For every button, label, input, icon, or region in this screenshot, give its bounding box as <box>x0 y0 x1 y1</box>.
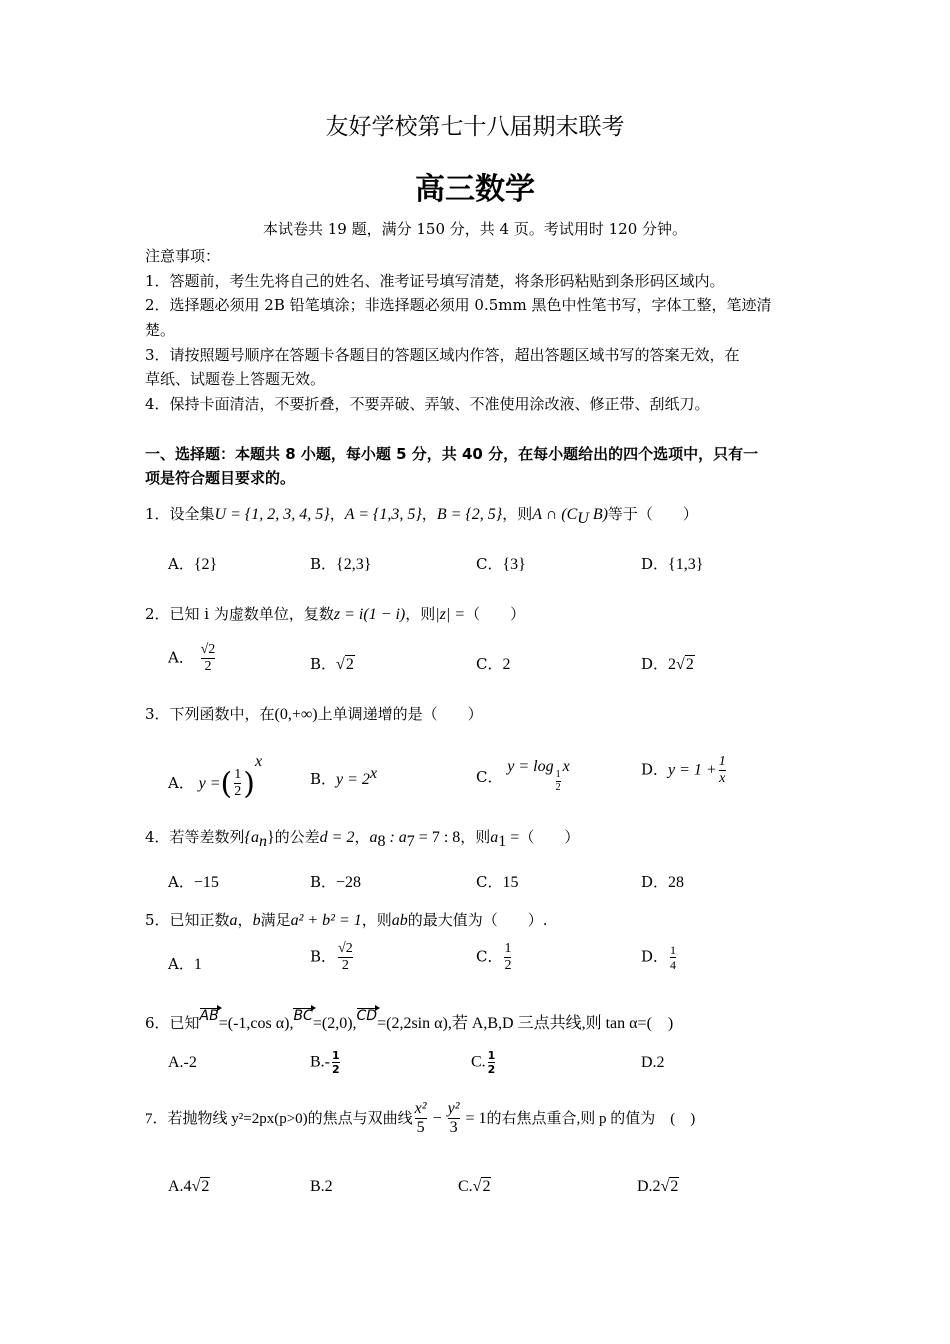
denominator: 5 <box>416 1118 425 1136</box>
q4-tail: （ ） <box>519 828 580 846</box>
q4-ratio: = 7 : 8 <box>414 829 461 846</box>
q4-option-a[interactable] <box>168 871 219 892</box>
q5-tail: 的最大值为（ ）. <box>407 911 548 929</box>
fraction <box>338 942 353 973</box>
q6-expr: =(2,2sin α),若 A,B,D 三点共线,则 tan α=( ) <box>377 1015 674 1032</box>
left-paren: ( <box>220 766 233 802</box>
q4-seq: {a <box>244 829 259 846</box>
q6-expr: =(2,0), <box>312 1015 357 1032</box>
q1-option-c[interactable] <box>476 553 526 574</box>
q2-expr: z = i(1 − i) <box>333 606 406 623</box>
q4-option-b[interactable] <box>310 871 361 892</box>
vector-cd: CD <box>356 1008 378 1024</box>
denominator: 2 <box>504 957 512 973</box>
q2-tail: （ ） <box>465 605 526 623</box>
notice-item-1: 1．答题前，考生先将自己的姓名、准考证号填写清楚，将条形码粘贴到条形码区域内。 <box>145 272 725 290</box>
fraction <box>488 1050 496 1075</box>
option-label: A． <box>168 774 194 792</box>
option-label: C． <box>476 947 503 966</box>
option-label: A． <box>168 648 194 667</box>
notice-item-4: 4．保持卡面清洁，不要折叠，不要弄破、弄皱、不准使用涂改液、修正带、刮纸刀。 <box>145 395 710 413</box>
q1-text: ，则 <box>502 505 533 523</box>
radicand: 2 <box>670 1178 679 1195</box>
q5-ab: ab <box>391 912 408 929</box>
q7-option-a[interactable] <box>168 1177 210 1196</box>
option-value: D.2 <box>641 1054 665 1071</box>
q4-sub: 8 <box>377 833 386 850</box>
question-6 <box>145 1008 673 1033</box>
q4-text: ，则 <box>460 828 491 846</box>
log: y = log <box>507 758 554 775</box>
notice-item-2: 2．选择题必须用 2B 铅笔填涂；非选择题必须用 0.5mm 黑色中性笔书写，字体工整，笔迹清 <box>145 296 772 314</box>
q2-option-c[interactable] <box>476 653 510 674</box>
q5-text: ，则 <box>361 911 392 929</box>
option-value: −15 <box>193 874 219 891</box>
option-label: B.- <box>310 1053 330 1071</box>
q1-option-d[interactable] <box>641 553 703 574</box>
radicand: 2 <box>482 1178 491 1195</box>
numerator: 1 <box>504 941 512 956</box>
vector-ab: AB <box>199 1008 219 1024</box>
numerator: 1 <box>718 754 726 769</box>
q4-option-c[interactable] <box>476 871 518 892</box>
fraction <box>415 1101 427 1137</box>
q6-option-b[interactable] <box>310 1050 342 1075</box>
question-1 <box>145 503 698 528</box>
option-label: C． <box>476 768 503 786</box>
option-value: {3} <box>502 556 526 573</box>
q7-op: − <box>428 1109 446 1127</box>
q3-interval: (0,+∞) <box>274 706 318 723</box>
notice-item-2-cont: 楚。 <box>145 321 176 339</box>
numerator: 1 <box>234 767 242 783</box>
q4-d: d = 2 <box>319 829 355 846</box>
q6-option-a[interactable] <box>168 1053 197 1072</box>
sqrt: √2 <box>472 1178 491 1195</box>
q2-option-d[interactable] <box>641 653 695 674</box>
fraction <box>201 643 216 674</box>
radicand: 2 <box>345 656 354 673</box>
q4-ratio: a <box>369 829 378 846</box>
q1-sep: ， <box>329 505 345 523</box>
question-2 <box>145 603 525 624</box>
q6-expr: =(-1,cos α), <box>218 1015 294 1032</box>
q2-text: ，则 <box>405 605 436 623</box>
radicand: 2 <box>201 1178 210 1195</box>
sqrt: √2 <box>191 1178 210 1195</box>
q1-option-a[interactable] <box>168 553 217 574</box>
option-label: D． <box>641 655 669 673</box>
q1-tail: 等于（ ） <box>607 505 698 523</box>
q7-lead: 7．若抛物线 y²=2px(p>0)的焦点与双曲线 <box>145 1110 413 1127</box>
q1-set-a: A = {1,3, 5} <box>344 506 422 523</box>
numerator: x² <box>414 1100 427 1117</box>
q3-option-b[interactable] <box>310 765 377 789</box>
section-heading: 一、选择题：本题共 8 小题，每小题 5 分，共 40 分，在每小题给出的四个选项中，只有一 <box>145 445 759 463</box>
q6-lead: 6．已知 <box>145 1014 200 1032</box>
q1-expr: A ∩ (C <box>532 506 578 523</box>
q5-cond: a² + b² = 1 <box>290 912 362 929</box>
option-value: {2,3} <box>336 556 372 573</box>
numerator: 1 <box>332 1049 340 1062</box>
q2-option-a[interactable] <box>168 643 217 674</box>
option-label: A． <box>168 873 194 891</box>
vector-bc: BC <box>293 1008 313 1024</box>
q1-sub: U <box>577 510 589 527</box>
q3-option-c[interactable] <box>476 758 570 793</box>
sqrt: √2 <box>676 656 694 673</box>
numerator: √2 <box>200 642 216 657</box>
denominator: 2 <box>201 658 216 675</box>
option-label: C． <box>476 655 503 673</box>
q7-option-d[interactable] <box>637 1177 679 1196</box>
option-label: B． <box>310 655 337 673</box>
exponent: x <box>254 753 263 770</box>
lhs: y = <box>198 775 221 792</box>
q4-lead: 4．若等差数列 <box>145 828 245 846</box>
q1-lead: 1．设全集 <box>145 505 215 523</box>
denominator: 2 <box>487 1062 496 1076</box>
option-label: A． <box>168 955 194 973</box>
q4-ask: = <box>506 829 520 846</box>
fraction <box>670 944 676 971</box>
exponent: x <box>369 765 378 782</box>
q4-sub: 7 <box>406 833 415 850</box>
lhs: y = 2 <box>336 771 370 788</box>
question-5 <box>145 909 548 930</box>
notice-item-3-cont: 草纸、试题卷上答题无效。 <box>145 370 326 388</box>
denominator: 3 <box>449 1118 458 1136</box>
option-label: C. <box>458 1178 473 1195</box>
q4-sub: 1 <box>498 833 507 850</box>
option-label: D． <box>641 873 669 891</box>
option-label: C. <box>471 1053 486 1071</box>
option-label: A.4 <box>168 1178 192 1195</box>
q1-option-b[interactable] <box>310 553 371 574</box>
log-base <box>556 770 561 793</box>
q5-sep: ， <box>237 911 253 929</box>
fraction <box>332 1050 340 1075</box>
denominator: 4 <box>670 957 677 972</box>
option-label: B． <box>310 947 337 966</box>
option-label: B． <box>310 770 337 788</box>
fraction <box>234 768 241 799</box>
option-value: 28 <box>668 874 685 891</box>
q5-option-b[interactable] <box>310 942 355 973</box>
subject-title: 高三数学 <box>415 172 535 207</box>
option-label: A． <box>168 555 194 573</box>
option-label: B． <box>310 873 337 891</box>
q4-ratio: : a <box>385 829 407 846</box>
numerator: 1 <box>555 769 561 780</box>
denominator: 2 <box>338 957 353 974</box>
option-value: 2 <box>502 656 511 673</box>
option-value: 1 <box>193 956 202 973</box>
q5-var: a <box>229 912 238 929</box>
q1-set-u: U = {1, 2, 3, 4, 5} <box>214 506 330 523</box>
denominator: 2 <box>332 1062 340 1076</box>
exam-info: 本试卷共 19 题，满分 150 分，共 4 页。考试用时 120 分钟。 <box>262 220 688 238</box>
q5-var: b <box>252 912 261 929</box>
q3-option-a[interactable] <box>168 753 262 802</box>
option-value: 15 <box>502 874 519 891</box>
q1-sep: ， <box>421 505 437 523</box>
option-label: C． <box>476 555 503 573</box>
fraction <box>719 755 726 786</box>
right-paren: ) <box>243 766 255 802</box>
q7-op: = 1 <box>461 1109 487 1127</box>
option-value: −28 <box>336 874 362 891</box>
q2-abs: |z| = <box>435 606 466 623</box>
numerator: 1 <box>670 943 677 957</box>
q4-sep: ， <box>354 828 370 846</box>
option-label: D． <box>641 947 669 966</box>
option-value: B.2 <box>310 1178 333 1195</box>
log-arg: x <box>562 758 570 775</box>
option-value: A.-2 <box>168 1054 197 1071</box>
radicand: 2 <box>685 656 694 673</box>
q3-tail: 上单调递增的是（ ） <box>317 705 483 723</box>
q7-option-c[interactable] <box>458 1177 491 1196</box>
fraction <box>504 942 511 973</box>
lhs: y = 1 + <box>668 761 717 779</box>
option-label: C． <box>476 873 503 891</box>
option-value: {1,3} <box>668 556 704 573</box>
q2-option-b[interactable] <box>310 653 355 674</box>
q5-option-d[interactable] <box>641 944 678 971</box>
option-label: D． <box>641 555 669 573</box>
school-title: 友好学校第七十八届期末联考 <box>325 114 625 140</box>
sqrt: √2 <box>660 1178 679 1195</box>
question-4 <box>145 826 579 851</box>
denominator: 2 <box>555 781 561 793</box>
numerator: y² <box>447 1100 460 1117</box>
q4-text: 的公差 <box>274 828 320 846</box>
q6-option-c[interactable] <box>471 1050 497 1075</box>
notice-item-3: 3．请按照题号顺序在答题卡各题目的答题区域内作答，超出答题区域书写的答案无效，在 <box>145 346 740 364</box>
denominator: 2 <box>234 784 242 799</box>
q5-lead: 5．已知正数 <box>145 911 230 929</box>
option-value: {2} <box>193 556 218 573</box>
question-7 <box>145 1101 695 1137</box>
option-label: D.2 <box>637 1178 661 1195</box>
q4-seq: } <box>266 829 275 846</box>
q6-option-d[interactable] <box>641 1053 665 1072</box>
q7-option-b[interactable] <box>310 1177 333 1196</box>
numerator: √2 <box>338 941 353 956</box>
option-label: D． <box>641 760 669 779</box>
q4-option-d[interactable] <box>641 871 684 892</box>
q1-set-b: B = {2, 5} <box>436 506 503 523</box>
q3-option-d[interactable] <box>641 755 728 786</box>
q3-lead: 3．下列函数中，在 <box>145 705 275 723</box>
q7-tail: 的右焦点重合,则 p 的值为 ( ) <box>486 1110 696 1127</box>
option-label: B． <box>310 555 337 573</box>
q5-option-a[interactable] <box>168 953 202 974</box>
q5-text: 满足 <box>260 911 291 929</box>
numerator: 1 <box>487 1049 496 1062</box>
notice-title: 注意事项： <box>145 247 221 265</box>
sqrt: √2 <box>336 656 354 673</box>
denominator: x <box>719 770 726 786</box>
question-3 <box>145 703 483 724</box>
q1-expr: B) <box>588 506 608 523</box>
q4-sub: n <box>258 833 267 850</box>
q4-ask: a <box>490 829 499 846</box>
fraction <box>448 1101 460 1137</box>
q2-lead: 2．已知 i 为虚数单位，复数 <box>145 605 334 623</box>
q5-option-c[interactable] <box>476 942 513 973</box>
section-heading-cont: 项是符合题目要求的。 <box>145 469 296 487</box>
coefficient: 2 <box>668 656 677 673</box>
